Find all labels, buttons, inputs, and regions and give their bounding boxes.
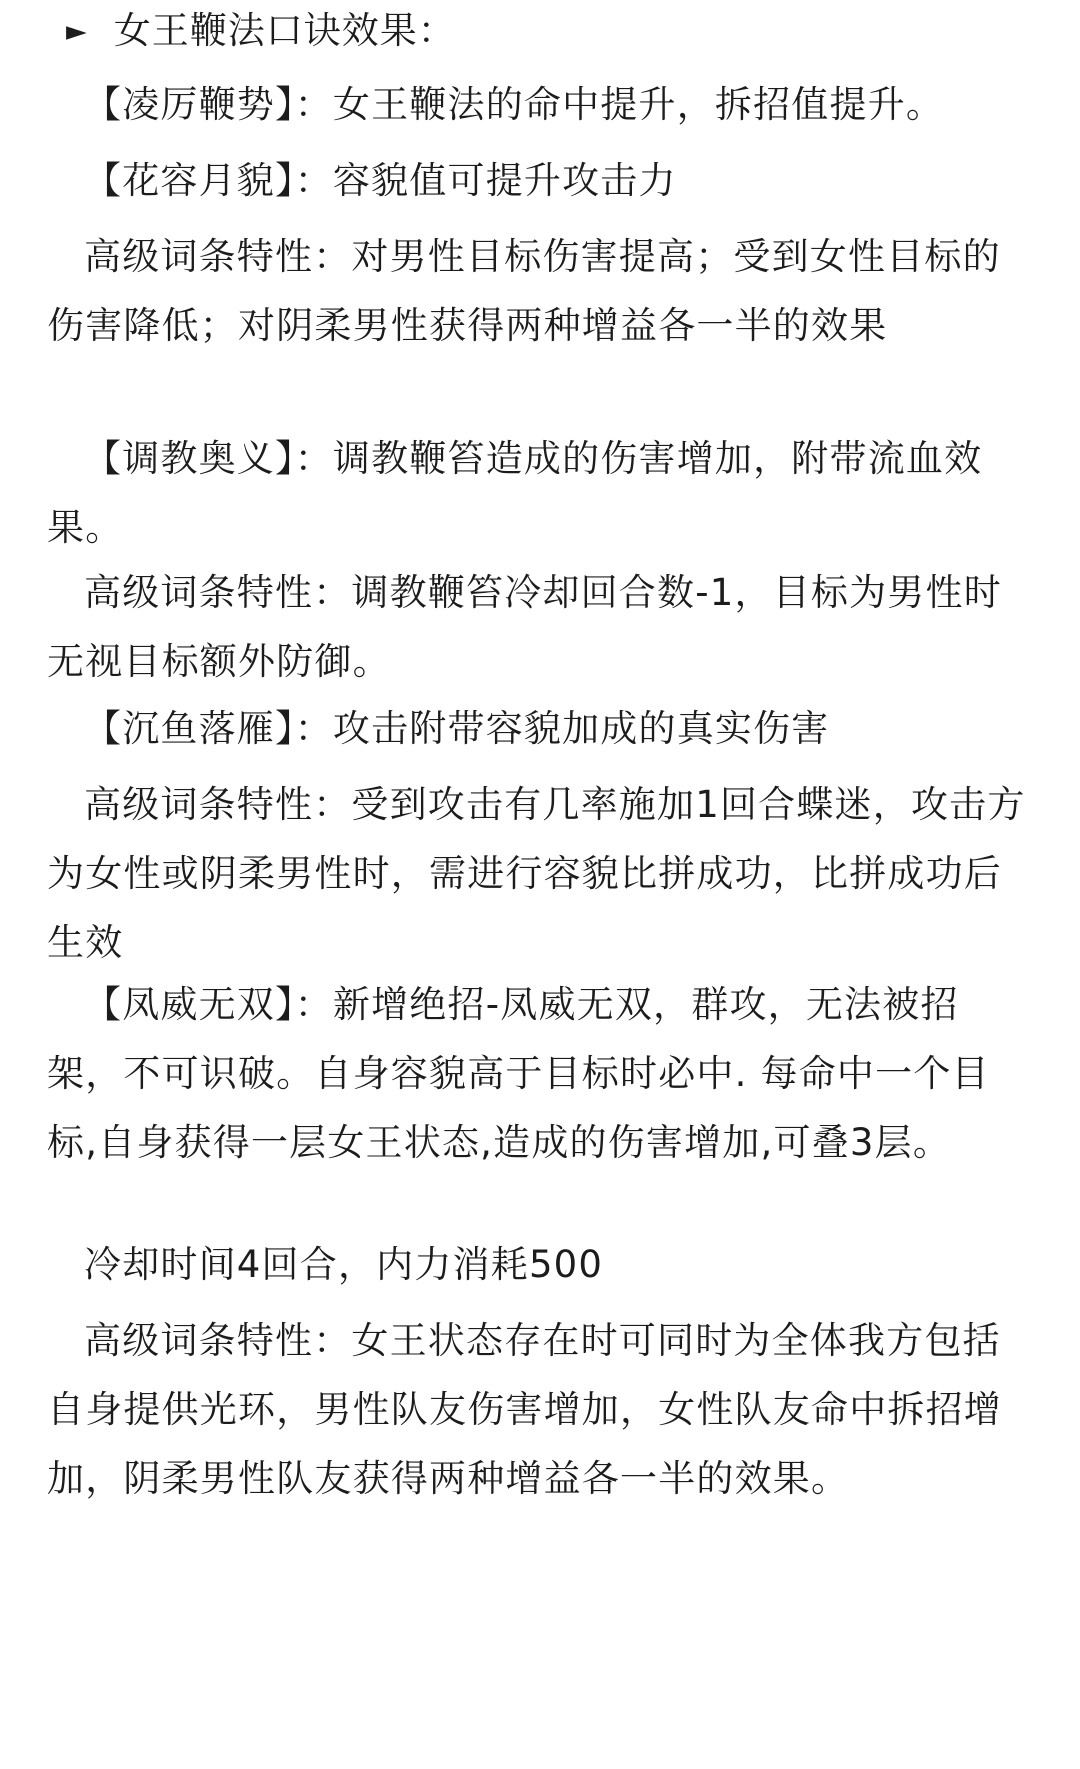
paragraph-tiaojiao-advanced: 高级词条特性：调教鞭笞冷却回合数-1，目标为男性时无视目标额外防御。 — [47, 571, 1002, 683]
paragraph-chenyu-advanced: 高级词条特性：受到攻击有几率施加1回合蝶迷，攻击方为女性或阴柔男性时，需进行容貌比拼成功，比拼成功后生效 — [47, 783, 1026, 964]
section-heading — [66, 6, 456, 57]
triangle-bullet-icon: ► — [66, 16, 88, 47]
paragraph-lingli-bianshi: 【凌厉鞭势】：女王鞭法的命中提升，拆招值提升。 — [84, 83, 945, 126]
paragraph-huarong-yuemao: 【花容月貌】：容貌值可提升攻击力 — [84, 159, 677, 202]
paragraph-huarong-advanced: 高级词条特性：对男性目标伤害提高；受到女性目标的伤害降低；对阴柔男性获得两种增益各一半的效果 — [47, 235, 1001, 347]
paragraph-fengwei-advanced: 高级词条特性：女王状态存在时可同时为全体我方包括自身提供光环，男性队友伤害增加，女性队友命中拆招增加，阴柔男性队友获得两种增益各一半的效果。 — [47, 1319, 1002, 1500]
paragraph-tiaojiao-aoyi: 【调教奥义】：调教鞭笞造成的伤害增加，附带流血效果。 — [47, 437, 983, 549]
paragraph-fengwei-wushuang: 【凤威无双】：新增绝招-凤威无双，群攻，无法被招架，不可识破。自身容貌高于目标时必中. 每命中一个目标,自身获得一层女王状态,造成的伤害增加,可叠3层。 — [47, 983, 990, 1164]
paragraph-chenyu-luoyan: 【沉鱼落雁】：攻击附带容貌加成的真实伤害 — [84, 707, 830, 750]
paragraph-cooldown-cost: 冷却时间4回合，内力消耗500 — [84, 1243, 604, 1286]
section-heading-text: 女王鞭法口诀效果： — [113, 9, 456, 52]
